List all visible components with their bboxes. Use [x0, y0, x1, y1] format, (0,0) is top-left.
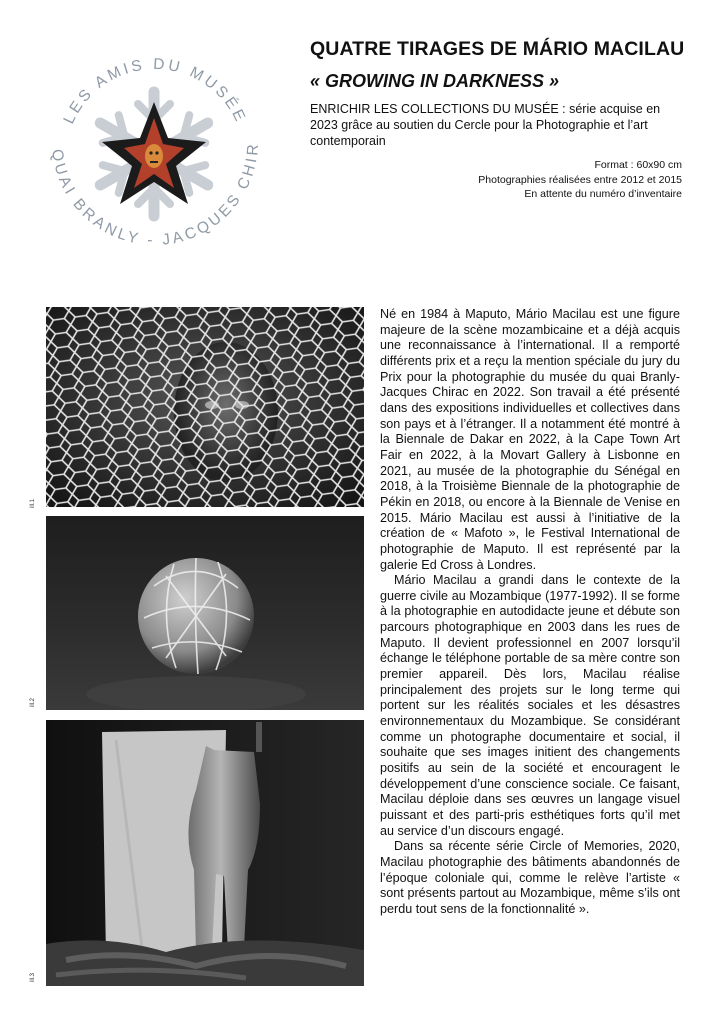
logo-emblem [36, 30, 274, 268]
figure-label-2: ill.2 [30, 697, 36, 707]
logo-ring-text-top: LES AMIS DU MUSÉE [60, 55, 250, 127]
biography-paragraph-3: Dans sa récente série Circle of Memories, 2020, Macilau photographie des bâtiments abandonnés de l’époque coloniale qui, comme le relève l’artiste « sont présents partout au Mozambique, même s’ils ont perdu tout sens de la fonctionnalité ». [380, 839, 680, 916]
museum-friends-logo [36, 30, 274, 268]
figure-label-1: ill.1 [30, 498, 36, 508]
biography-text [380, 307, 680, 918]
desc-rest: : série acquise en 2023 grâce au soutien du Cercle pour la Photographie et l’art contemporain [310, 102, 661, 148]
dates-line: Photographies réalisées entre 2012 et 2015 [478, 173, 682, 186]
photo-wire-mesh-face [46, 307, 364, 507]
logo-ring-text-bottom: QUAI BRANLY - JACQUES CHIR [48, 140, 263, 250]
artwork-metadata [310, 158, 682, 202]
biography-paragraph-1: Né en 1984 à Maputo, Mário Macilau est une figure majeure de la scène mozambicaine et a déjà acquis une reconnaissance à l’international. Il a remporté différents prix et a reçu la mention spéciale du jury du Prix pour la photographie du musée du quai Branly-Jacques Chirac en 2022. Son travail a été présenté dans des expositions individuelles et collectives dans son pays et à l’étranger. Il a notamment été montré à la Biennale de Dakar en 2022, à la Cape Town Art Fair en 2022, à la Movart Gallery à Lisbonne en 2021, au musée de la photographie du Sénégal en 2018, à la Troisième Biennale de la photographie de Pékin en 2018, ou encore à la Biennale de Venise en 2015. Mário Macilau est aussi à l’initiative de la création de « Mafoto », le Festival International de photographie de Maputo. Il est représenté par la galerie Ed Cross à Londres. [380, 307, 680, 572]
acquisition-description [310, 101, 682, 149]
desc-caps: ENRICHIR LES COLLECTIONS DU MUSÉE [310, 102, 559, 116]
header [310, 38, 685, 202]
photo-ball [46, 516, 364, 710]
figure-label-3: ill.3 [30, 972, 36, 982]
page-title: QUATRE TIRAGES DE MÁRIO MACILAU [310, 38, 685, 60]
format-line: Format : 60x90 cm [594, 159, 682, 171]
photo-mannequin-legs [46, 720, 364, 986]
inventory-line: En attente du numéro d’inventaire [524, 188, 682, 200]
biography-paragraph-2: Mário Macilau a grandi dans le contexte de la guerre civile au Mozambique (1977-1992). Il se forme à la photographie en autodidacte jeune et débute son parcours photographique en 2003 dans les rues de Maputo. Il devient professionnel en 2007 lorsqu’il échange le téléphone portable de sa mère contre son premier appareil. Dès lors, Macilau réalise principalement des projets sur le long terme qui portent sur les réalités sociales et les désastres environnementaux du Mozambique. Se considérant comme un photographe documentaire et social, il souhaite que ses images initient des changements positifs au sein de la société et encouragent le développement d’une conscience sociale. Ce faisant, Macilau déploie dans ses œuvres un langage visuel puissant et des parti-pris esthétiques forts qu’il met au service d’un discours engagé. [380, 573, 680, 838]
series-title: « GROWING IN DARKNESS » [310, 71, 560, 91]
